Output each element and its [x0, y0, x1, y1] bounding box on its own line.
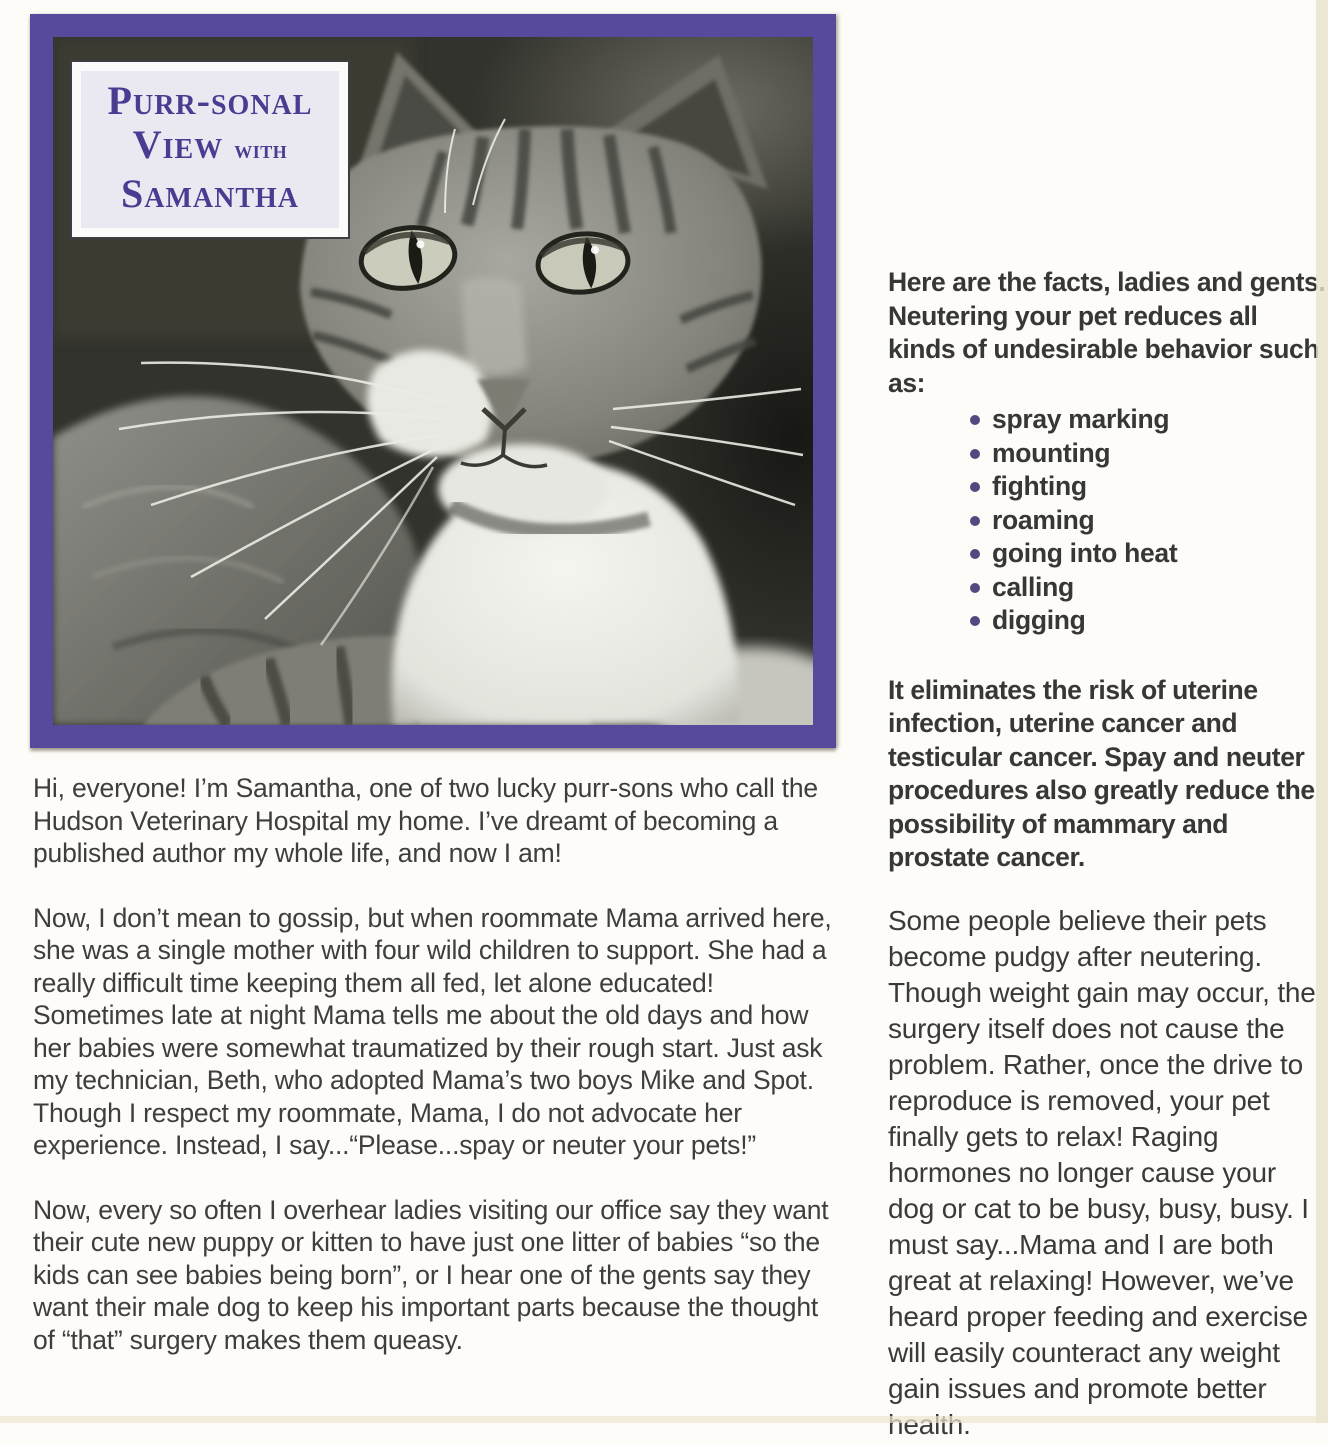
cat-muzzle	[367, 350, 492, 457]
cat-photo-frame	[30, 14, 836, 748]
risk-paragraph: It eliminates the risk of uterine infection, uterine cancer and testicular cancer. Spay and neuter procedures also greatly reduce the possibility of mammary and prostate cancer.	[888, 674, 1315, 872]
list-item-going-into-heat: going into heat	[992, 537, 1328, 571]
masthead-line2	[83, 123, 337, 172]
left-column	[33, 772, 833, 1388]
bullet-icon	[970, 616, 980, 626]
pudgy-paragraph: Some people believe their pets become pudgy after neutering. Though weight gain may occur, the surgery itself does not cause the problem. Rather, once the drive to reproduce is removed, your pet finally gets to relax! Raging hormones no longer cause your dog or cat to be busy, busy, busy. I must say...Mama and I are both great at relaxing! However, we’ve heard proper feeding and exercise will easily counteract any weight gain issues and promote better health.	[888, 904, 1316, 1440]
facts-heading: Here are the facts, ladies and gents. Neutering your pet reduces all kinds of undesirable behavior such as:	[888, 267, 1326, 398]
bullet-icon	[970, 449, 980, 459]
gossip-paragraph: Now, I don’t mean to gossip, but when roommate Mama arrived here, she was a single mother with four wild children to support. She had a really difficult time keeping them all fed, let alone educated! Sometimes late at night Mama tells me about the old days and how her babies were somewhat traumatized by their rough start. Just ask my technician, Beth, who adopted Mama’s two boys Mike and Spot. Though I respect my roommate, Mama, I do not advocate her experience. Instead, I say...“Please...spay or neuter your pets!”	[33, 902, 832, 1160]
bullet-icon	[970, 482, 980, 492]
masthead-title-view: View	[132, 122, 224, 167]
masthead-line3	[83, 172, 337, 216]
bullet-icon	[970, 549, 980, 559]
list-item-digging: digging	[992, 604, 1328, 638]
behavior-list	[888, 403, 1328, 638]
list-item-spray-marking: spray marking	[992, 403, 1328, 437]
overhear-paragraph: Now, every so often I overhear ladies visiting our office say they want their cute new puppy or kitten to have just one litter of babies “so the kids can see babies being born”, or I hear one of the gents say they want their male dog to keep his important parts because the thought of “that” surgery makes them queasy.	[33, 1194, 829, 1355]
right-column	[888, 266, 1328, 1443]
bullet-icon	[970, 516, 980, 526]
intro-paragraph: Hi, everyone! I’m Samantha, one of two lucky purr-sons who call the Hudson Veterinary Hospital my home. I’ve dreamt of becoming a published author my whole life, and now I am!	[33, 773, 818, 868]
masthead-title-purrsonal: Purr-sonal	[107, 78, 313, 123]
bullet-icon	[970, 583, 980, 593]
list-item-calling: calling	[992, 571, 1328, 605]
masthead-line1	[83, 79, 337, 123]
list-item-fighting: fighting	[992, 470, 1328, 504]
list-item-roaming: roaming	[992, 504, 1328, 538]
masthead-label	[72, 62, 348, 237]
masthead-title-samantha: Samantha	[120, 171, 299, 216]
list-item-mounting: mounting	[992, 437, 1328, 471]
bullet-icon	[970, 415, 980, 425]
masthead-title-with: with	[234, 135, 288, 164]
